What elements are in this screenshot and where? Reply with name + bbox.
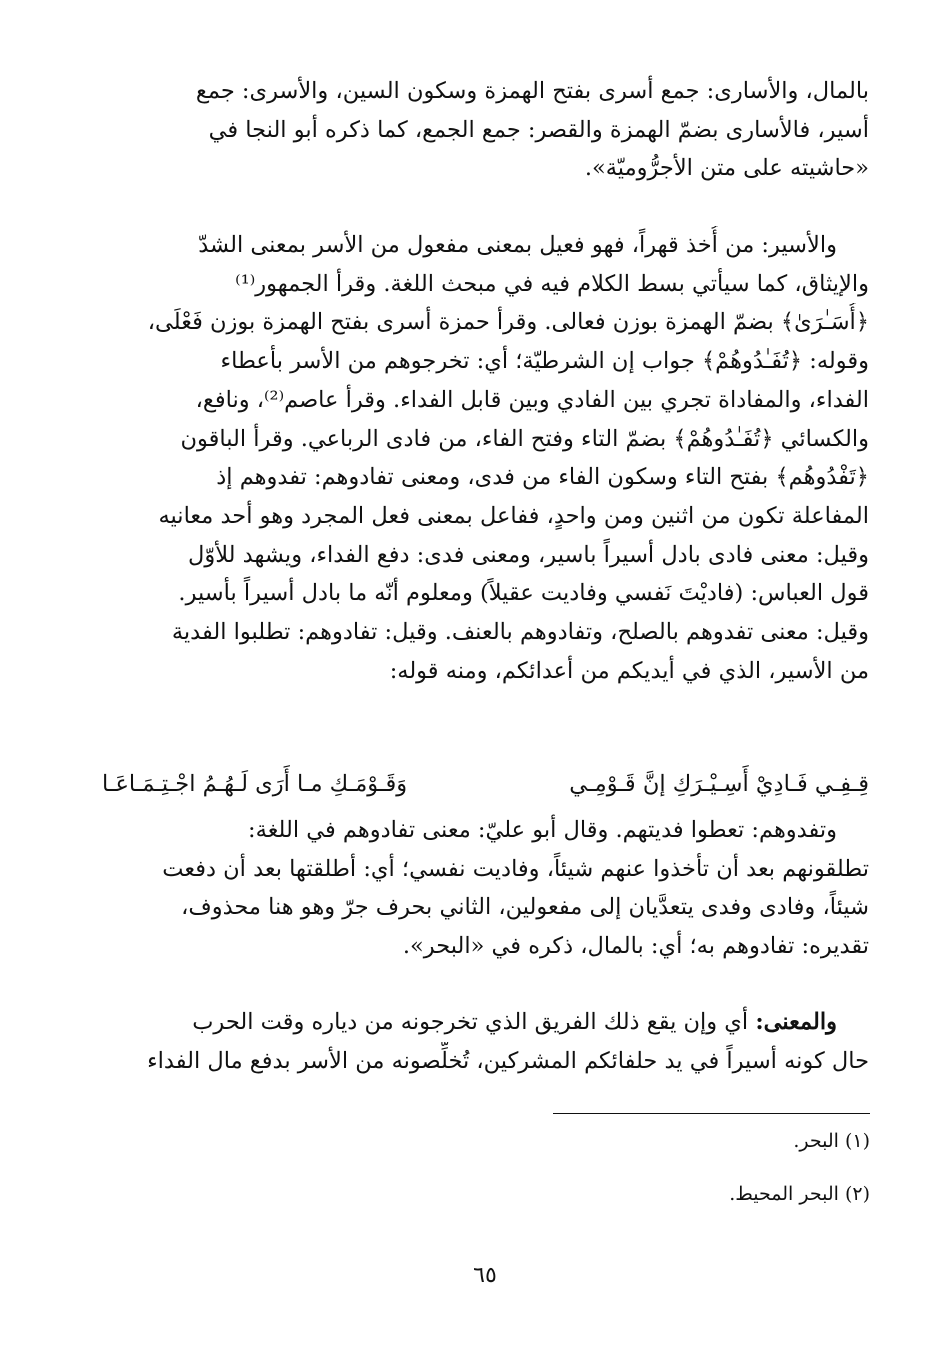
verse-second-hemistich: وَقَـوْمَـكِ مـا أَرَى لَـهُـمُ اجْـتِـمَـاعَـا	[102, 771, 408, 797]
paragraph-3	[102, 811, 869, 966]
footnote-2: (٢) البحر المحيط.	[729, 1183, 870, 1205]
text-line-rest: أي وإن يقع ذلك الفريق الذي تخرجونه من دياره وقت الحرب	[192, 1009, 756, 1035]
text-line: حال كونه أسيراً في يد حلفائكم المشركين، تُخلِّصونه من الأسر بدفع مال الفداء	[147, 1047, 869, 1074]
text-line: وقوله: ﴿تُفَـٰدُوهُمْ﴾ جواب إن الشرطيّة؛ أي: تخرجوهم من الأسر بأعطاء	[220, 348, 869, 375]
text-line: الفداء، والمفاداة تجري بين الفادي وبين قابل الفداء. وقرأ عاصم⁽²⁾، ونافع،	[195, 386, 869, 413]
text-line: ﴿تَفْدُوهُم﴾ بفتح التاء وسكون الفاء من فدى، ومعنى تفادوهم: تفدوهم إذ	[216, 464, 869, 491]
meaning-heading: والمعنى:	[755, 1009, 837, 1035]
page-number: ٦٥	[473, 1263, 497, 1288]
verse-first-hemistich: قِـفِـي فَـادِيْ أَسِـيْـرَكِ إنَّ قَـوْمِـي	[569, 771, 869, 797]
footnote-divider	[553, 1113, 870, 1114]
poetry-verse	[102, 765, 869, 803]
text-line	[102, 1003, 869, 1042]
text-line: ﴿أُسَـٰرَىٰ﴾ بضمّ الهمزة بوزن فعالى. وقرأ حمزة أسرى بفتح الهمزة بوزن فَعْلَى،	[147, 309, 869, 336]
text-line: وقيل: معنى تفدوهم بالصلح، وتفادوهم بالعنف. وقيل: تفادوهم: تطلبوا الفدية	[171, 619, 869, 646]
text-line: وقيل: معنى فادى بادل أسيراً باسير، ومعنى فدى: دفع الفداء، ويشهد للأوّل	[188, 541, 869, 568]
text-line: أسير، فالأسارى بضمّ الهمزة والقصر: جمع الجمع، كما ذكره أبو النجا في	[208, 116, 869, 143]
text-line: «حاشيته على متن الأجرُّوميّة».	[584, 155, 869, 182]
text-line: والأسير: من أُخذ قهراً، فهو فعيل بمعنى مفعول من الأسر بمعنى الشدّ	[198, 232, 837, 258]
text-line: قول العباس: (فاديْتَ نَفسي وفاديت عقيلاً) ومعلوم أنّه ما بادل أسيراً بأسير.	[178, 580, 869, 607]
footnotes	[470, 1130, 870, 1236]
text-line: وتفدوهم: تعطوا فديتهم. وقال أبو عليّ: معنى تفادوهم في اللغة:	[248, 817, 837, 843]
text-line: تطلقونهم بعد أن تأخذوا عنهم شيئاً، وفاديت نفسي؛ أي: أطلقتها بعد أن دفعت	[162, 855, 869, 882]
text-line: تقديره: تفادوهم به؛ أي: بالمال، ذكره في «البحر».	[402, 933, 869, 960]
text-line: المفاعلة تكون من اثنين ومن واحدٍ، ففاعل بمعنى فعل المجرد وهو أحد معانيه	[158, 502, 869, 529]
paragraph-2	[102, 226, 869, 690]
text-line: والكسائي ﴿تُفَـٰدُوهُمْ﴾ بضمّ التاء وفتح الفاء، من فادى الرباعي. وقرأ الباقون	[180, 425, 869, 452]
text-line: بالمال، والأسارى: جمع أسرى بفتح الهمزة وسكون السين، والأسرى: جمع	[195, 78, 869, 104]
text-line: والإيثاق، كما سيأتي بسط الكلام فيه في مبحث اللغة. وقرأ الجمهور⁽¹⁾	[235, 270, 869, 297]
paragraph-4	[102, 1003, 869, 1080]
footnote-1: (١) البحر.	[793, 1130, 870, 1152]
paragraph-1	[102, 72, 869, 188]
text-line: شيئاً، وفادى وفدى يتعدَّيان إلى مفعولين، الثاني بحرف جرّ وهو هنا محذوف،	[181, 894, 869, 921]
text-line: من الأسير، الذي في أيديكم من أعدائكم، ومنه قوله:	[389, 657, 869, 684]
